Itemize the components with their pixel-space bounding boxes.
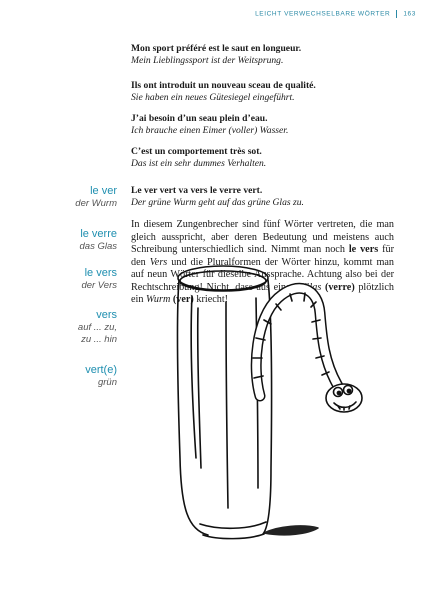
glossary-translation: grün: [97, 377, 117, 388]
header-divider: [396, 10, 397, 18]
glossary-translation: zu ... hin: [81, 334, 117, 345]
example-french: Mon sport préféré est le saut en longueur.: [131, 43, 302, 54]
emphasis-word: Vers: [149, 256, 168, 268]
example-3: [131, 113, 401, 137]
running-header: [255, 10, 416, 18]
glossary-translation: der Wurm: [75, 198, 117, 209]
glossary-translation: das Glas: [79, 241, 117, 252]
glossary-term: vers: [96, 309, 117, 321]
glossary-translation: auf ... zu,: [77, 322, 117, 333]
glossary-term: vert(e): [85, 364, 117, 376]
emphasis-term: (verre): [324, 281, 355, 293]
example-french: Ils ont introduit un nouveau sceau de qualité.: [131, 80, 316, 91]
explanation-paragraph: In diesem Zungenbrecher sind fünf Wörter vertreten, die man gleich ausspricht, aber deren Bedeutung und meistens auch Schreibung unterschiedlich sind. Nimmt man noch le vers für den Vers und die Pluralformen der Wörter hinzu, kommt man auf neun Wörter für dieselbe Aussprache. Achtung also bei der Rechtschreibung! Nicht, dass aus einem Glas (verre) plötzlich ein Wurm (ver) kriecht!: [131, 219, 394, 305]
example-5: [131, 185, 401, 209]
example-german: Der grüne Wurm geht auf das grüne Glas zu.: [131, 197, 304, 208]
example-4: [131, 146, 401, 170]
page-number: 163: [403, 10, 416, 18]
glossary-term: le verre: [80, 228, 117, 240]
emphasis-term: le vers: [348, 244, 379, 255]
emphasis-word: Wurm: [146, 294, 171, 305]
glossary-entry: [17, 227, 117, 253]
glossary-entry: [17, 266, 117, 292]
glossary-entry: [17, 363, 117, 389]
example-2: [131, 80, 401, 104]
example-french: C’est un comportement très sot.: [131, 146, 262, 157]
example-german: Mein Lieblingssport ist der Weitsprung.: [131, 55, 284, 66]
emphasis-term: (ver): [172, 294, 194, 305]
glossary-term: le ver: [90, 185, 117, 197]
glossary-entry: [17, 184, 117, 210]
glossary-term: le vers: [84, 267, 117, 279]
example-french: J’ai besoin d’un seau plein d’eau.: [131, 113, 268, 124]
example-german: Das ist ein sehr dummes Verhalten.: [131, 158, 267, 169]
glossary-translation: der Vers: [81, 280, 117, 291]
example-german: Ich brauche einen Eimer (voller) Wasser.: [131, 125, 289, 136]
glossary-entry: [17, 308, 117, 346]
emphasis-word: Glas: [302, 281, 322, 293]
section-title: LEICHT VERWECHSELBARE WÖRTER: [255, 10, 391, 18]
example-french: Le ver vert va vers le verre vert.: [131, 185, 263, 196]
example-1: [131, 43, 401, 67]
worm-in-glass-illustration: [168, 258, 368, 548]
example-german: Sie haben ein neues Gütesiegel eingeführt.: [131, 92, 295, 103]
